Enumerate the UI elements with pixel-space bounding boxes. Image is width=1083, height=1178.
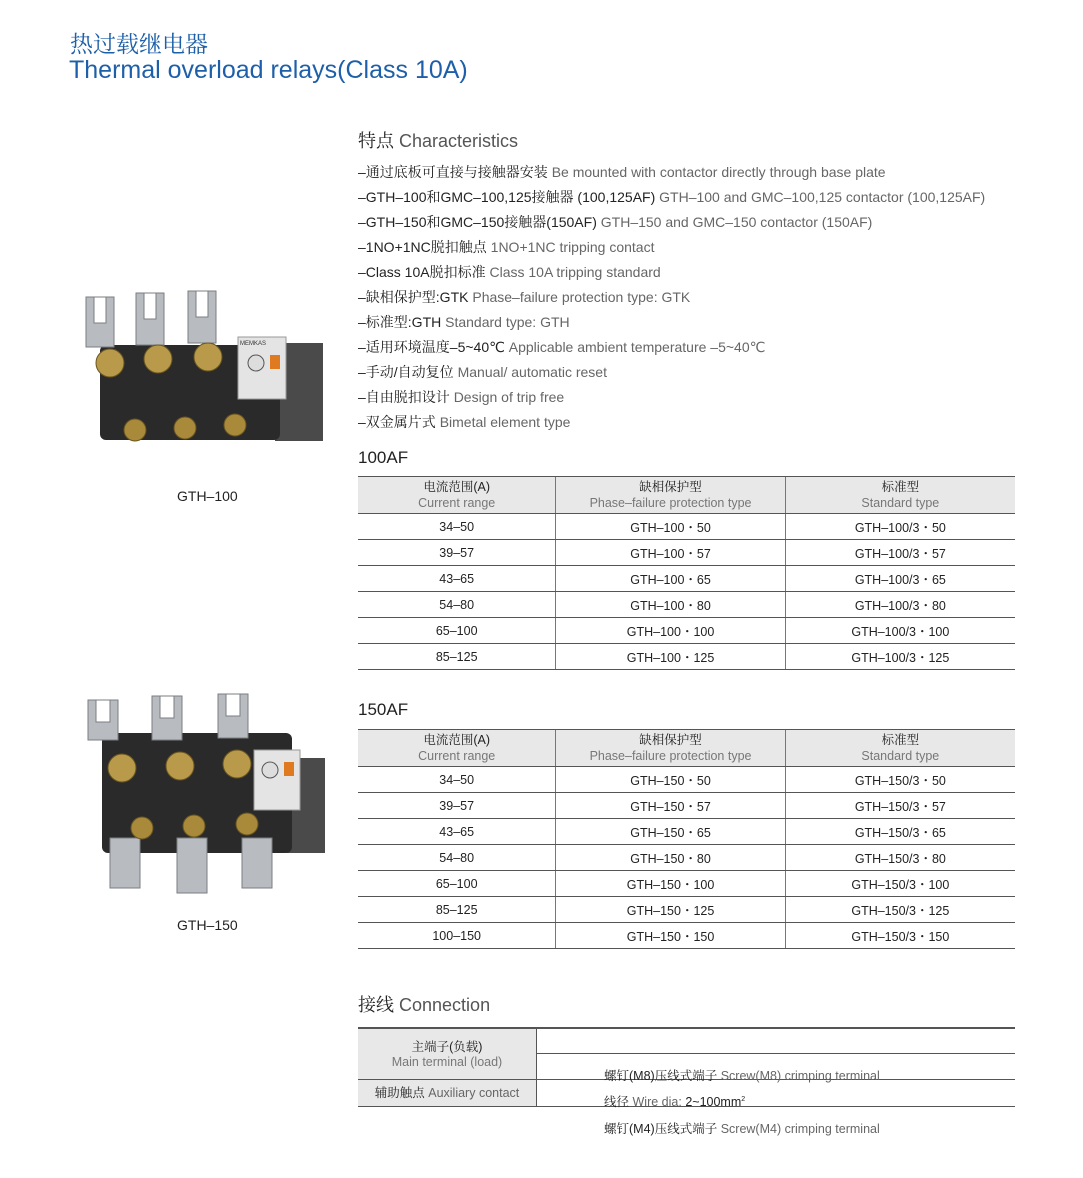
table-cell: 54–80 [358,592,556,618]
col-standard-type: 标准型 Standard type [785,730,1015,767]
table-cell: GTH–100/3・80 [785,592,1015,618]
characteristic-item: –1NO+1NC脱扣触点 1NO+1NC tripping contact [358,239,655,255]
wire-dia-text: 线径 Wire dia: $2\sim 100mm^2$ [604,1095,746,1109]
gth-100-label: GTH–100 [177,488,238,504]
gth-100-product-image [80,285,330,455]
table-cell: 65–100 [358,618,556,644]
table-cell: GTH–100/3・50 [785,514,1015,540]
table-row [358,540,1015,566]
table-row [358,897,1015,923]
table-cell: GTH–100・125 [556,644,785,670]
table-cell: GTH–150/3・57 [785,793,1015,819]
characteristic-item: –双金属片式 Bimetal element type [358,414,571,430]
table-cell: GTH–100/3・57 [785,540,1015,566]
reset-button [270,355,280,369]
table-cell: 54–80 [358,845,556,871]
table-cell: GTH–100/3・125 [785,644,1015,670]
page-title-cn: 热过载继电器 [70,32,208,58]
characteristics-heading [358,127,518,153]
table-cell: 43–65 [358,566,556,592]
af150-table [358,729,1015,949]
table-row [358,514,1015,540]
table-header-row [358,730,1015,767]
table-row [358,923,1015,949]
characteristics-heading-cn: 特点 [358,131,394,151]
reset-button [284,762,294,776]
main-terminal-cn: 主端子(负载) [411,1040,483,1054]
table-cell: 34–50 [358,767,556,793]
table-cell: GTH–150/3・125 [785,897,1015,923]
fork-terminals [86,291,216,347]
table-cell: GTH–100・57 [556,540,785,566]
table-cell: GTH–150/3・150 [785,923,1015,949]
connection-heading [358,991,490,1017]
characteristic-item: –GTH–100和GMC–100,125接触器 (100,125AF) GTH–100 and GMC–100,125 contactor (100,125AF) [358,189,986,205]
column-divider [536,1027,537,1106]
connection-heading-cn: 接线 [358,995,394,1015]
table-row [358,845,1015,871]
characteristics-list [358,160,1058,435]
screw-m8-text: 螺钉(M8)压线式端子 Screw(M8) crimping terminal [604,1069,880,1083]
characteristic-item: –通过底板可直接与接触器安装 Be mounted with contactor directly through base plate [358,164,886,180]
connection-heading-en: Connection [399,995,491,1015]
aux-contact-cell [358,1080,536,1106]
table-cell: GTH–150/3・50 [785,767,1015,793]
table-cell: GTH–150・50 [556,767,785,793]
col-phase-failure: 缺相保护型 Phase–failure protection type [556,730,785,767]
table-cell: 43–65 [358,819,556,845]
col-phase-failure: 缺相保护型 Phase–failure protection type [556,477,785,514]
table-cell: 85–125 [358,897,556,923]
main-terminal-en: Main terminal (load) [391,1055,503,1069]
table-cell: GTH–150・57 [556,793,785,819]
col-current-range: 电流范围(A) Current range [358,730,556,767]
table-cell: GTH–100/3・65 [785,566,1015,592]
table-cell: GTH–150/3・65 [785,819,1015,845]
gth-150-product-image [82,688,332,900]
gth-150-label: GTH–150 [177,917,238,933]
table-row [358,566,1015,592]
characteristic-item: –缺相保护型:GTK Phase–failure protection type: GTK [358,289,691,305]
table-cell: GTH–150・150 [556,923,785,949]
table-cell: GTH–150/3・80 [785,845,1015,871]
table-row [358,871,1015,897]
rule [358,1027,1015,1029]
characteristic-item: –手动/自动复位 Manual/ automatic reset [358,364,607,380]
table-cell: 34–50 [358,514,556,540]
adjust-dial [262,762,278,778]
characteristic-item: –Class 10A脱扣标准 Class 10A tripping standard [358,264,661,280]
table-cell: GTH–150/3・100 [785,871,1015,897]
table-header-row [358,477,1015,514]
table-cell: GTH–100/3・100 [785,618,1015,644]
table-row [358,644,1015,670]
main-terminal-cell [358,1027,536,1079]
aux-contact-en: Auxiliary contact [428,1086,520,1100]
table-row [358,767,1015,793]
af100-label: 100AF [358,448,409,467]
table-cell: 85–125 [358,644,556,670]
table-cell: 39–57 [358,793,556,819]
aux-contact-cn: 辅助触点 [374,1086,425,1100]
characteristic-item: –标准型:GTH Standard type: GTH [358,314,570,330]
control-panel [254,750,300,810]
col-current-range: 电流范围(A) Current range [358,477,556,514]
characteristic-item: –适用环境温度–5~40℃ Applicable ambient temperature –5~40℃ [358,339,766,355]
table-cell: 100–150 [358,923,556,949]
table-cell: 39–57 [358,540,556,566]
table-cell: GTH–150・65 [556,819,785,845]
table-row [358,592,1015,618]
table-cell: GTH–100・80 [556,592,785,618]
af150-label: 150AF [358,700,409,719]
table-cell: GTH–100・100 [556,618,785,644]
af100-table [358,476,1015,670]
adjust-dial [248,355,264,371]
rule [537,1053,1015,1054]
page-title-en: Thermal overload relays(Class 10A) [69,56,468,84]
table-row [358,618,1015,644]
table-cell: 65–100 [358,871,556,897]
characteristic-item: –GTH–150和GMC–150接触器(150AF) GTH–150 and GMC–150 contactor (150AF) [358,214,873,230]
table-row [358,793,1015,819]
brand-mark: MEMKAS [240,341,267,347]
characteristics-heading-en: Characteristics [399,131,519,151]
table-row [358,819,1015,845]
screw-m4-text: 螺钉(M4)压线式端子 Screw(M4) crimping terminal [604,1122,880,1136]
col-standard-type: 标准型 Standard type [785,477,1015,514]
table-cell: GTH–150・125 [556,897,785,923]
table-cell: GTH–150・100 [556,871,785,897]
characteristic-item: –自由脱扣设计 Design of trip free [358,389,565,405]
table-cell: GTH–100・65 [556,566,785,592]
table-cell: GTH–100・50 [556,514,785,540]
table-cell: GTH–150・80 [556,845,785,871]
